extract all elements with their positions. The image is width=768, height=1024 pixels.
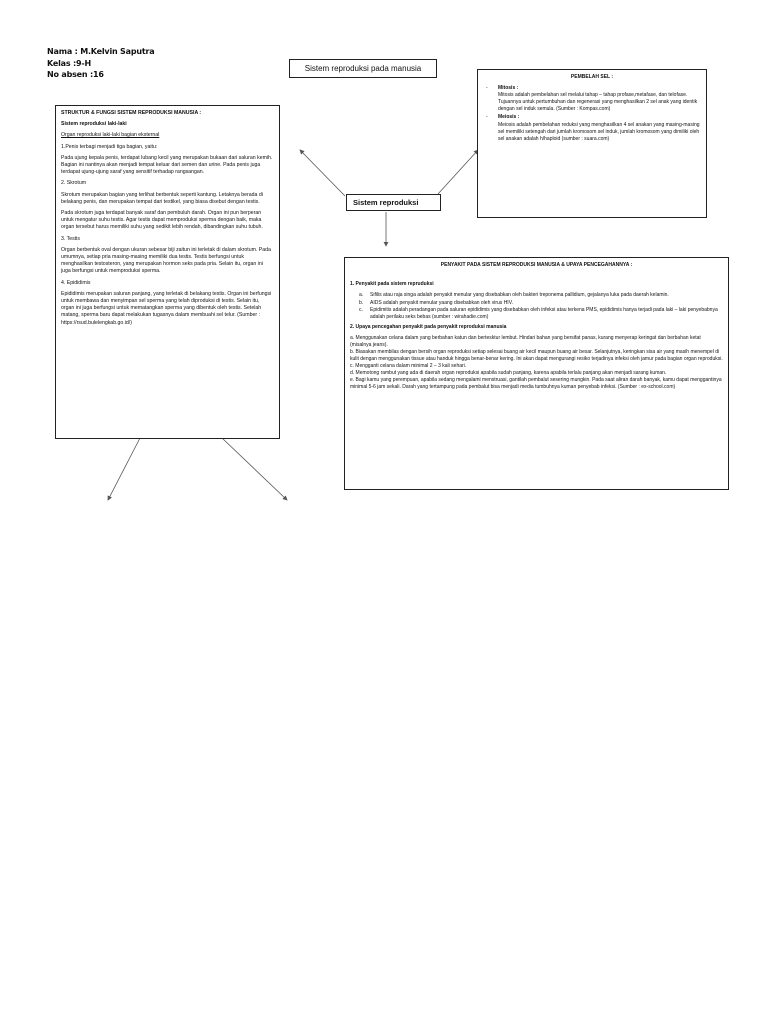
- item-body: Pada skrotum juga terdapat banyak saraf dan pembuluh darah. Organ ini pun berperan untuk mengatur suhu testis. Agar testis dapat memproduksi sperma dengan baik, maka organ tersebut harus memiliki suhu yang sedikit lebih rendah, dibandingkan suhu tubuh.: [61, 210, 263, 231]
- item-body: Organ berbentuk oval dengan ukuran sebesar biji zaitun ini terletak di dalam skrotum. Pada umumnya, setiap pria masing-masing memiliki dua testis. Testis berfungsi untuk menghasilkan testosteron, yang merupakan hormon seks pada pria. Selain itu, organ ini juga berfungsi untuk memproduksi sperma.: [61, 246, 271, 275]
- arrow-down-right: [222, 438, 287, 500]
- student-name: Nama : M.Kelvin Saputra: [47, 47, 155, 56]
- cell-division-list: [484, 85, 700, 143]
- prevention-item: e. Bagi kamu yang perempuan, apabila sedang mengalami menstruasi, gantilah pembalut sesering mungkin. Pada saat aliran darah banyak, kamu dapat menggantinya minimal 5-6 jam sekali. Darah yang tertampung pada pembalut bisa menjadi media tumbuhnya kuman penyebab infeksi. (Sumber : ex-school.com): [350, 377, 722, 390]
- arrow-to-left-panel: [300, 150, 345, 196]
- prevention-item: b. Biasakan membilas dengan bersih organ reproduksi setiap selesai buang air kecil maupun buang air besar. Selanjutnya, keringkan sisa air yang masih menempel di kulit dengan menggunakan tissue atau handuk hingga benar-benar kering. Ini akan dapat mengurangi resiko terjadinya infeksi oleh jamur pada bagian organ reproduksi.: [350, 349, 723, 362]
- item-body: Skrotum merupakan bagian yang terlihat berbentuk seperti kantung. Letaknya berada di belakang penis, dan merupakan tempat dari testikel, yang biasa disebut dengan testis.: [61, 191, 263, 205]
- item-title: 3. Testis: [61, 235, 80, 242]
- structure-section: Organ reproduksi laki-laki bagian eksternal: [61, 132, 160, 139]
- student-absen: No absen :16: [47, 70, 104, 79]
- item-body: Epididimis merupakan saluran panjang, yang terletak di belakang testis. Organ ini berfungsi untuk membawa dan menyimpan sel sperma yang telah diproduksi di testis. Selain itu, organ ini juga berfungsi untuk mematangkan sperma yang dibentuk oleh testis. Setelah matang, sperma baru dapat melakukan tugasnya dalam membuahi sel telur. (Sumber : https://rsud.bulelengkab.go.id/): [61, 290, 272, 326]
- disease-list: [350, 292, 723, 321]
- prevention-item: c. Mengganti celana dalam minimal 2 – 3 kali sehari.: [350, 363, 467, 369]
- student-class: Kelas :9-H: [47, 58, 91, 68]
- term: - Mitosis :: [498, 85, 519, 92]
- main-title: Sistem reproduksi pada manusia: [289, 59, 437, 78]
- disease-panel: [344, 257, 729, 490]
- arrow-down-left: [108, 438, 140, 500]
- structure-subheading: Sistem reproduksi laki-laki: [61, 121, 127, 128]
- prevention-item: d. Memotong rambut yang ada di daerah organ reproduksi apabila sudah panjang, karena apabila terlalu panjang akan menjadi sarang kuman.: [350, 370, 667, 376]
- structure-panel: [55, 105, 280, 439]
- center-node: Sistem reproduksi: [346, 194, 441, 211]
- disease-heading: PENYAKIT PADA SISTEM REPRODUKSI MANUSIA & UPAYA PENCEGAHANNYA :: [440, 262, 633, 268]
- item-title: 2. Skrotum: [61, 180, 87, 187]
- structure-heading: STRUKTUR & FUNGSI SISTEM REPRODUKSI MANUSIA :: [61, 110, 202, 116]
- list-item: c. Epidimitis adalah peradangan pada saluran epididimis yang disebabkan oleh infeksi atau terkena PMS, epididimis hanya terjadi pada laki – laki penyebabnya adalah perilaku seks bebas (sumber : wirahadie.com): [359, 307, 718, 320]
- cell-division-panel: [477, 69, 707, 218]
- item-title: 4. Epididimis: [61, 279, 91, 286]
- list-item: b. AIDS adalah penyakit menular yaang disebabkan oleh virus HIV.: [359, 299, 513, 306]
- item-title: 1.Penis terbagi menjadi tiga bagian, yaitu:: [61, 143, 158, 150]
- list-item: [498, 85, 700, 113]
- term-body: Mitosis adalah pembelahan sel melalui tahap – tahap profase,metafase, dan telofase. Tujuannya untuk pertumbuhan dan regenerasi yang menghasilkan 2 sel anak yang identik dengan sel induk semula. (Sumber : Kompas.com): [498, 92, 698, 113]
- prevention-subheading: 2. Upaya pencegahan penyakit pada penyakit reproduksi manusia: [350, 324, 507, 330]
- term: - Meiosis :: [498, 114, 520, 121]
- term-body: Meiosis adalah pembelahan reduksi yang menghasilkan 4 sel anakan yang masing-masing sel memiliki setengah dari jumlah kromosom sel induk, jumlah kromosom yang dimiliki oleh sel anakan adalah h/haploid (sumber : suara.com): [498, 121, 700, 142]
- cell-division-heading: PEMBELAH SEL :: [570, 74, 614, 80]
- prevention-item: a. Menggunakan celana dalam yang berbahan katun dan bertesktur lembut. Hindari bahan yang bersifat panas, kurang menyerap keringat dan berbahan ketat (misalnya jeans).: [350, 335, 701, 348]
- item-body: Pada ujung kepala penis, terdapat lubang kecil yang merupakan bukaan dari saluran kemih. Bagian ini nantinya akan menjadi tempat keluar dari semen dan urine. Pada penis juga terdapat ujung-ujung saraf yang sensitif terhadap rangsangan.: [61, 154, 273, 176]
- arrow-to-right-panel: [438, 150, 478, 194]
- disease-subheading: 1. Penyakit pada sistem repruduksi: [350, 281, 434, 287]
- list-item: [498, 114, 700, 142]
- list-item: a. Sifilis atau raja singa adalah penyakit menular yang disebabkan oleh bakteri treponema pallidium, gejalanya luka pada daerah kelamin.: [359, 292, 669, 298]
